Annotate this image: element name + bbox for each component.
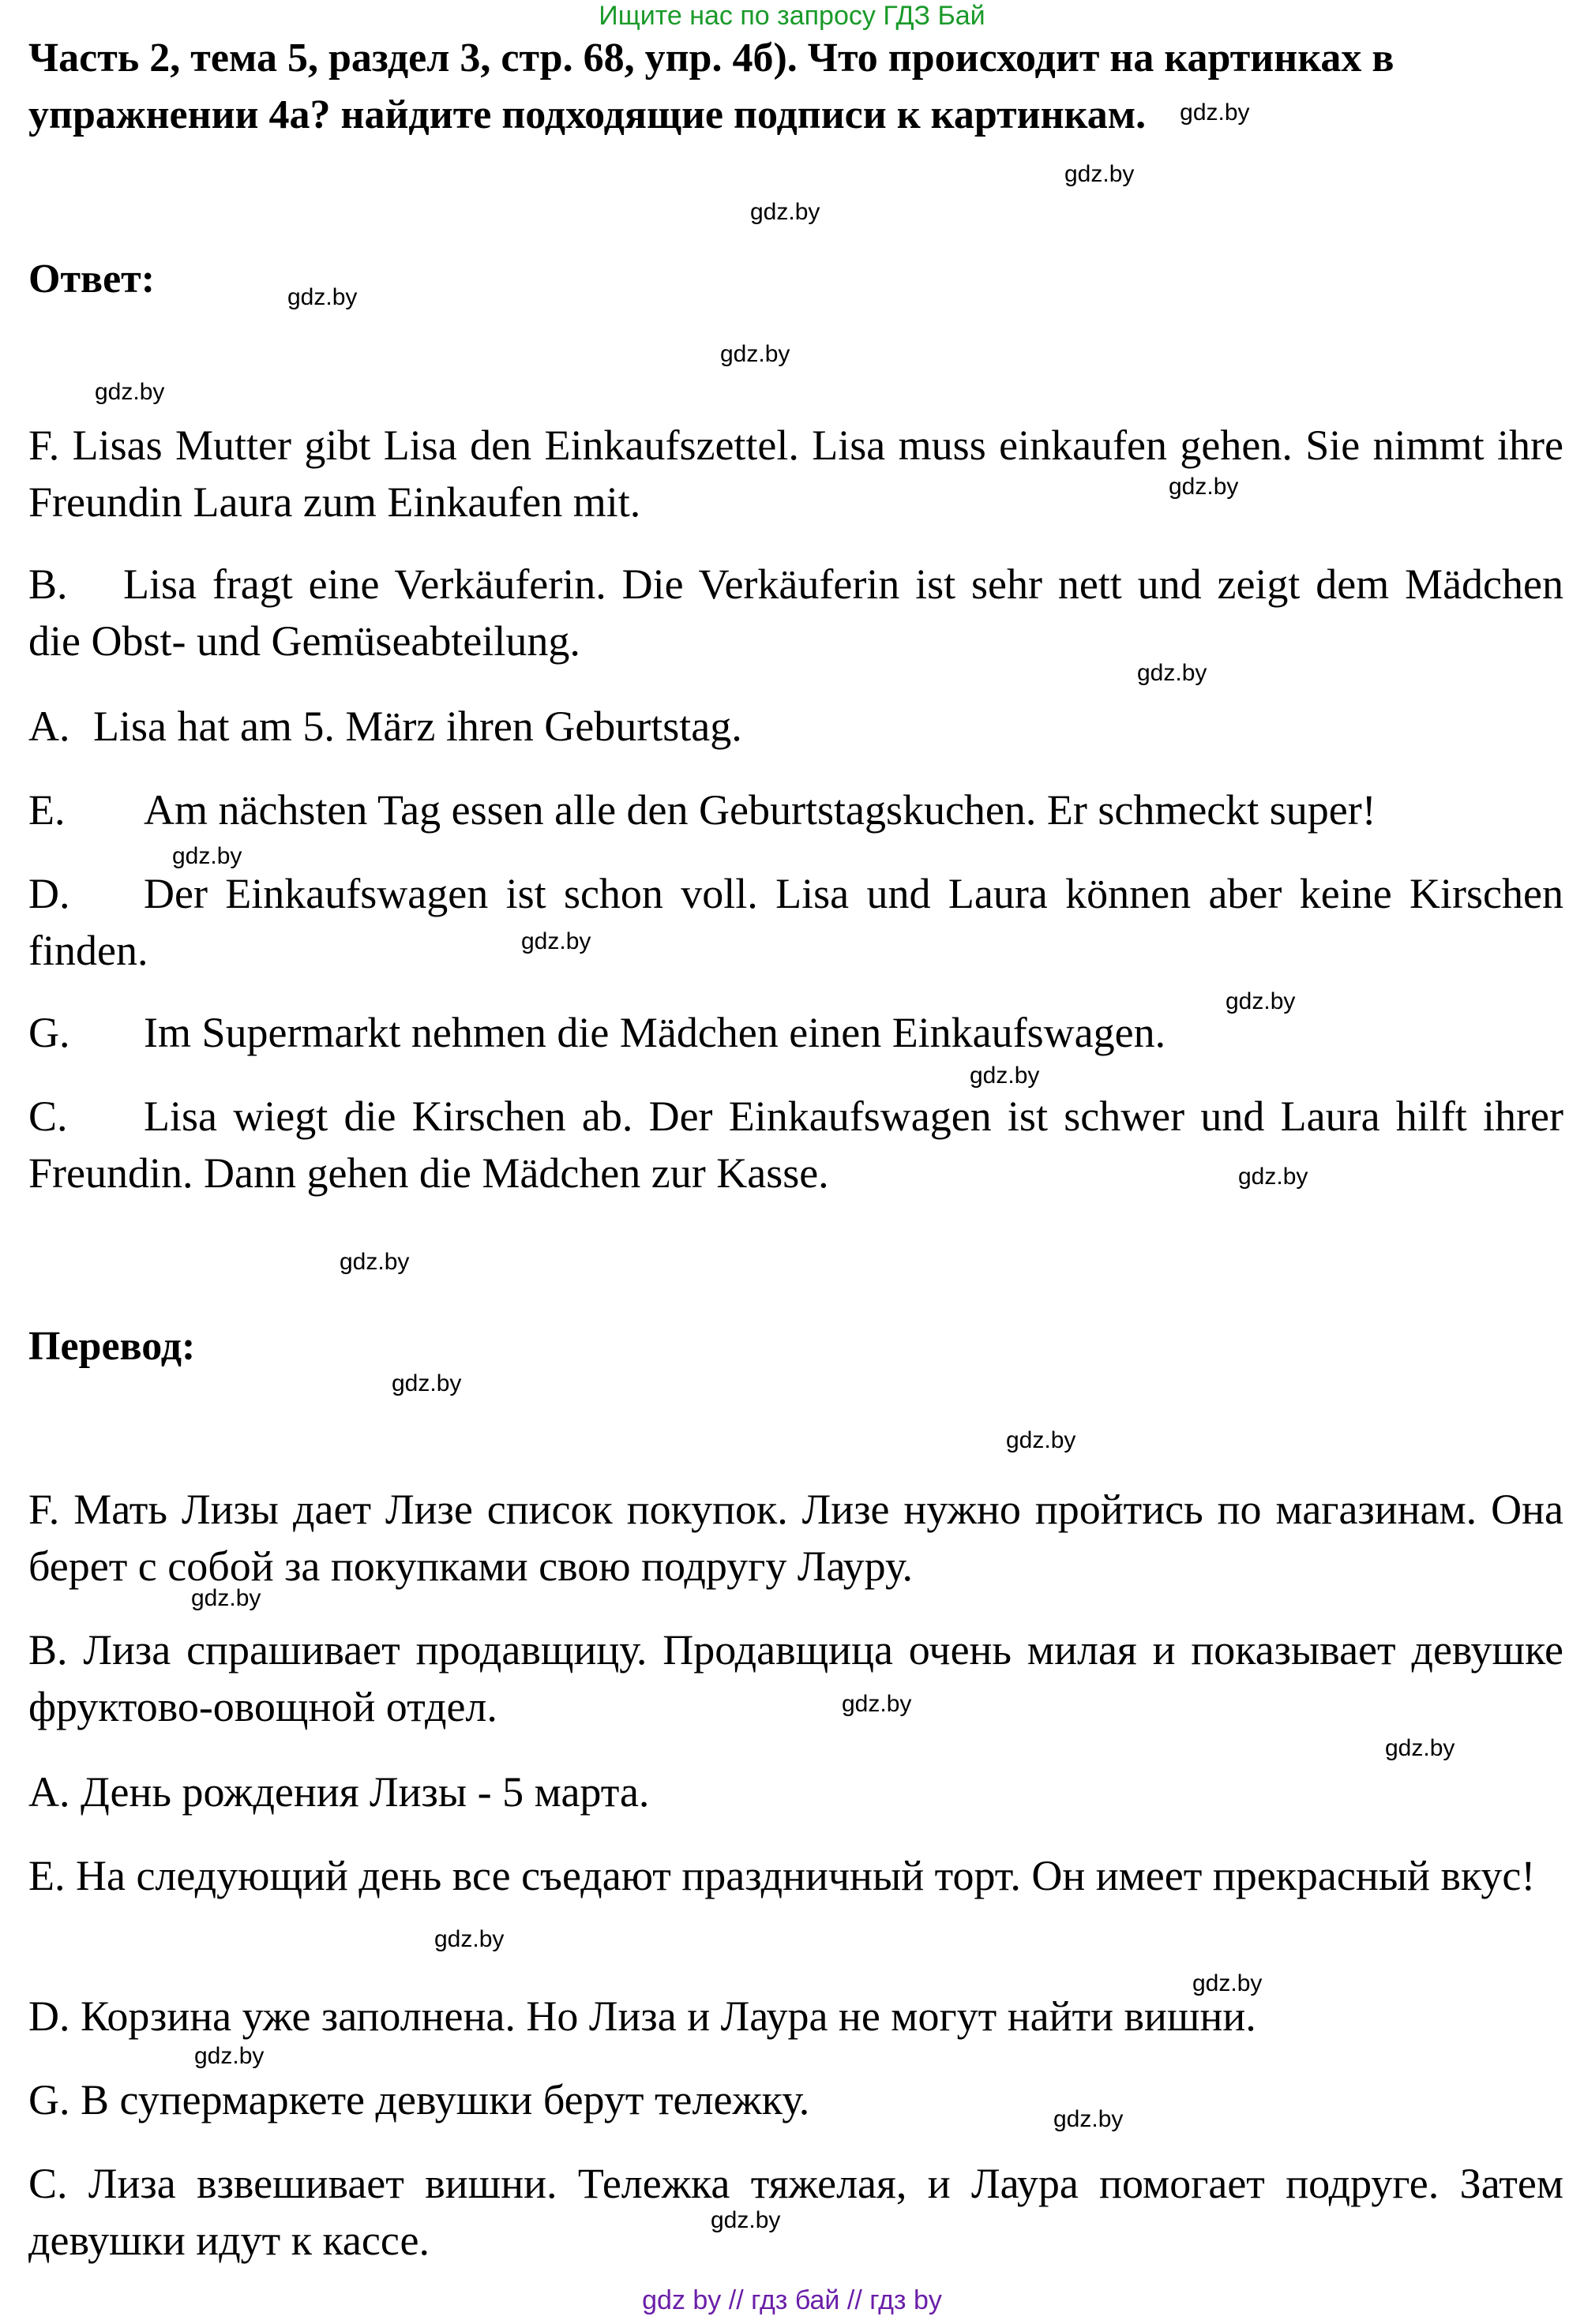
answer-item-c — [28, 1088, 1563, 1201]
translation-text: Лиза спрашивает продавщицу. Продавщица очень милая и показывает девушке фруктово-овощной отдел. — [28, 1626, 1563, 1730]
answer-letter: E. — [28, 786, 66, 834]
watermark: gdz.by — [1053, 2106, 1124, 2132]
watermark: gdz.by — [1192, 1970, 1263, 1996]
watermark: gdz.by — [842, 1691, 912, 1717]
answer-letter: A. — [28, 703, 70, 750]
answer-item-f — [28, 417, 1563, 530]
watermark: gdz.by — [521, 928, 591, 954]
translation-letter: C. — [28, 2160, 68, 2207]
watermark: gdz.by — [1238, 1164, 1308, 1190]
watermark: gdz.by — [172, 843, 242, 869]
translation-letter: D. — [28, 1992, 70, 2040]
search-banner[interactable]: Ищите нас по запросу ГДЗ Бай — [599, 1, 985, 31]
translation-letter: A. — [28, 1768, 70, 1816]
translation-heading: Перевод: — [28, 1324, 196, 1369]
watermark: gdz.by — [392, 1370, 462, 1396]
answer-item-d — [28, 865, 1563, 979]
translation-item-f — [28, 1481, 1563, 1595]
watermark: gdz.by — [1006, 1427, 1076, 1453]
watermark: gdz.by — [1180, 99, 1250, 126]
watermark: gdz.by — [340, 1249, 410, 1275]
translation-text: В супермаркете девушки берут тележку. — [81, 2076, 810, 2123]
exercise-title-text: Часть 2, тема 5, раздел 3, стр. 68, упр. 4б). Что происходит на картинках в упражнении 4а? найдите подходящие подписи к картинкам. — [28, 36, 1394, 137]
answer-letter: D. — [28, 870, 70, 917]
watermark: gdz.by — [750, 199, 820, 225]
watermark: gdz.by — [95, 379, 165, 405]
answer-letter: C. — [28, 1093, 68, 1140]
watermark: gdz.by — [1169, 474, 1239, 500]
answer-text: Lisa wiegt die Kirschen ab. Der Einkaufswagen ist schwer und Laura hilft ihrer Freundin. Dann gehen die Mädchen zur Kasse. — [28, 1093, 1563, 1197]
answer-text: Am nächsten Tag essen alle den Geburtstagskuchen. Er schmeckt super! — [144, 786, 1376, 834]
translation-item-b — [28, 1621, 1563, 1735]
translation-text: Мать Лизы дает Лизе список покупок. Лизе нужно пройтись по магазинам. Она берет с собой за покупками свою подругу Лауру. — [28, 1486, 1563, 1590]
translation-text: Лиза взвешивает вишни. Тележка тяжелая, и Лаура помогает подруге. Затем девушки идут к кассе. — [28, 2160, 1563, 2264]
watermark: gdz.by — [194, 2043, 265, 2069]
translation-text: День рождения Лизы - 5 марта. — [81, 1768, 650, 1816]
watermark: gdz.by — [1226, 988, 1296, 1014]
answer-letter: G. — [28, 1009, 70, 1056]
translation-letter: G. — [28, 2076, 70, 2123]
translation-text: Корзина уже заполнена. Но Лиза и Лаура не могут найти вишни. — [81, 1992, 1256, 2040]
translation-letter: F. — [28, 1486, 60, 1533]
watermark: gdz.by — [434, 1926, 505, 1952]
answer-item-g — [28, 1004, 1563, 1061]
translation-text: На следующий день все съедают праздничный торт. Он имеет прекрасный вкус! — [76, 1852, 1536, 1899]
answer-item-b — [28, 556, 1563, 669]
watermark: gdz.by — [970, 1063, 1040, 1089]
answer-text: Lisa hat am 5. März ihren Geburtstag. — [93, 703, 742, 750]
answer-item-a — [28, 698, 1563, 755]
answer-letter: F. — [28, 422, 60, 469]
answer-text: Lisas Mutter gibt Lisa den Einkaufszettel. Lisa muss einkaufen gehen. Sie nimmt ihre Freundin Laura zum Einkaufen mit. — [28, 422, 1564, 526]
exercise-title — [28, 30, 1563, 144]
watermark: gdz.by — [1064, 161, 1135, 187]
watermark: gdz.by — [1137, 660, 1207, 686]
watermark: gdz.by — [711, 2207, 781, 2233]
answer-text: Im Supermarkt nehmen die Mädchen einen Einkaufswagen. — [144, 1009, 1166, 1056]
answer-text: Lisa fragt eine Verkäuferin. Die Verkäuferin ist sehr nett und zeigt dem Mädchen die Obst- und Gemüseabteilung. — [28, 560, 1563, 665]
translation-item-d — [28, 1988, 1563, 2045]
watermark: gdz.by — [720, 341, 790, 367]
watermark: gdz.by — [287, 284, 358, 310]
watermark: gdz.by — [191, 1585, 261, 1611]
translation-item-c — [28, 2155, 1563, 2269]
watermark: gdz.by — [1385, 1735, 1455, 1761]
translation-item-a — [28, 1764, 1563, 1820]
answer-item-e — [28, 782, 1563, 838]
answer-letter: B. — [28, 560, 68, 608]
translation-letter: B. — [28, 1626, 68, 1674]
translation-letter: E. — [28, 1852, 66, 1899]
translation-item-e — [28, 1847, 1563, 1904]
answer-heading: Ответ: — [28, 257, 156, 302]
footer-links[interactable]: gdz by // гдз бай // гдз by — [642, 2285, 942, 2315]
answer-text: Der Einkaufswagen ist schon voll. Lisa und Laura können aber keine Kirschen finden. — [28, 870, 1563, 974]
translation-item-g — [28, 2071, 1563, 2128]
